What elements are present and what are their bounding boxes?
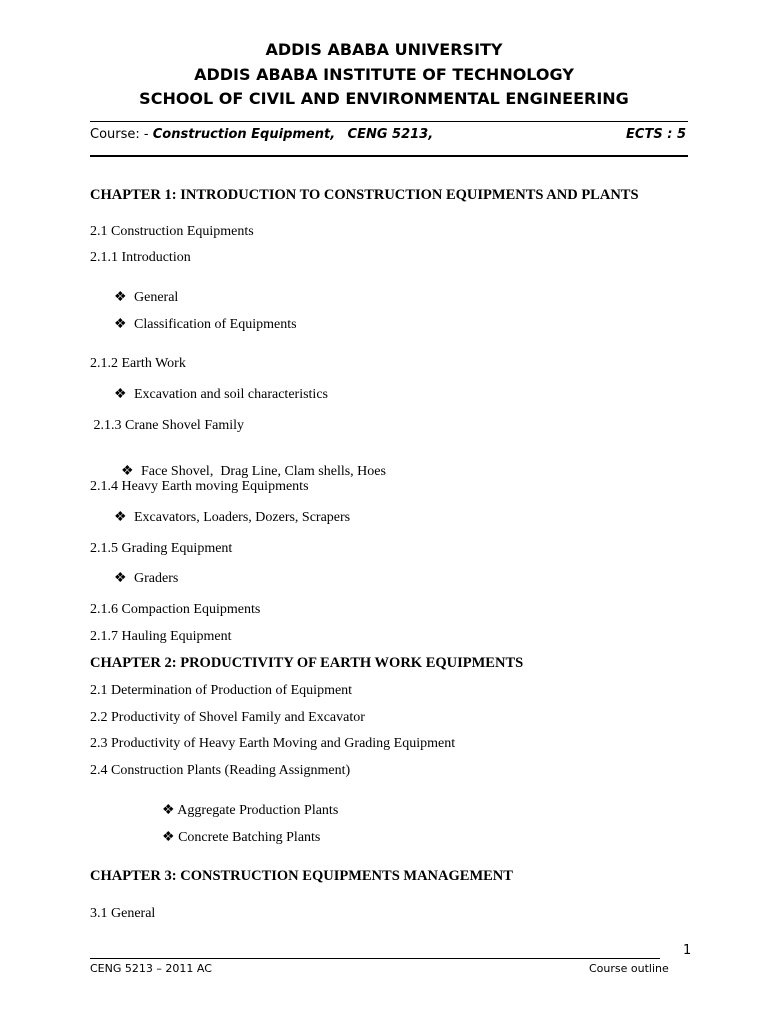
course-prefix: Course: - <box>90 127 153 142</box>
section-c2-2: 2.2 Productivity of Shovel Family and Excavator <box>90 710 365 725</box>
list-item <box>162 803 338 819</box>
bullet-diamond-icon: ❖ <box>114 387 127 402</box>
section-2-1-5: 2.1.5 Grading Equipment <box>90 541 233 556</box>
chapter-1-title: CHAPTER 1: INTRODUCTION TO CONSTRUCTION EQUIPMENTS AND PLANTS <box>90 187 639 203</box>
section-2-1: 2.1 Construction Equipments <box>90 224 254 239</box>
course-name: Construction Equipment, <box>152 127 336 142</box>
bullet-diamond-icon: ❖ <box>114 571 127 586</box>
list-item <box>162 830 320 846</box>
section-c3-1: 3.1 General <box>90 906 156 921</box>
bullet-general: General <box>134 290 179 305</box>
footer-rule <box>90 958 660 959</box>
bullet-concrete: Concrete Batching Plants <box>178 830 321 845</box>
header-bottom-rule <box>90 155 688 157</box>
list-item <box>114 387 328 403</box>
institute-name: ADDIS ABABA INSTITUTE OF TECHNOLOGY <box>194 65 574 84</box>
section-c2-3: 2.3 Productivity of Heavy Earth Moving and Grading Equipment <box>90 736 456 751</box>
footer-right: Course outline <box>589 962 669 975</box>
bullet-diamond-icon: ❖ <box>114 317 127 332</box>
section-2-1-4: 2.1.4 Heavy Earth moving Equipments <box>90 479 309 494</box>
list-item <box>114 290 178 306</box>
course-code: CENG 5213 <box>347 127 429 142</box>
bullet-diamond-icon: ❖ <box>121 464 134 479</box>
chapter-2-title: CHAPTER 2: PRODUCTIVITY OF EARTH WORK EQUIPMENTS <box>90 655 524 671</box>
bullet-face-shovel: Face Shovel, Drag Line, Clam shells, Hoes <box>141 464 386 479</box>
list-item <box>114 510 350 526</box>
bullet-excavators: Excavators, Loaders, Dozers, Scrapers <box>134 510 351 525</box>
bullet-aggregate: Aggregate Production Plants <box>177 803 339 818</box>
footer-left: CENG 5213 – 2011 AC <box>90 962 212 975</box>
bullet-classification: Classification of Equipments <box>134 317 297 332</box>
section-2-1-1: 2.1.1 Introduction <box>90 250 191 265</box>
school-name: SCHOOL OF CIVIL AND ENVIRONMENTAL ENGINEERING <box>139 89 629 108</box>
list-item <box>114 448 386 480</box>
page-number: 1 <box>683 943 692 958</box>
bullet-graders: Graders <box>134 571 179 586</box>
section-2-1-7: 2.1.7 Hauling Equipment <box>90 629 232 644</box>
section-c2-1: 2.1 Determination of Production of Equipment <box>90 683 353 698</box>
bullet-diamond-icon: ❖ <box>162 803 175 818</box>
course-ects: ECTS : 5 <box>626 127 686 142</box>
list-item <box>114 571 178 587</box>
course-info-line: Course: - Construction Equipment, CENG 5213, ECTS : 5 <box>90 127 686 142</box>
bullet-excavation: Excavation and soil characteristics <box>134 387 328 402</box>
header-top-rule <box>90 121 688 122</box>
section-c2-4: 2.4 Construction Plants (Reading Assignment) <box>90 763 351 778</box>
university-name: ADDIS ABABA UNIVERSITY <box>265 40 503 59</box>
bullet-diamond-icon: ❖ <box>162 830 175 845</box>
section-2-1-2: 2.1.2 Earth Work <box>90 356 186 371</box>
section-2-1-3: 2.1.3 Crane Shovel Family <box>90 418 244 433</box>
list-item <box>114 317 297 333</box>
chapter-3-title: CHAPTER 3: CONSTRUCTION EQUIPMENTS MANAGEMENT <box>90 868 513 884</box>
section-2-1-6: 2.1.6 Compaction Equipments <box>90 602 261 617</box>
bullet-diamond-icon: ❖ <box>114 290 127 305</box>
bullet-diamond-icon: ❖ <box>114 510 127 525</box>
